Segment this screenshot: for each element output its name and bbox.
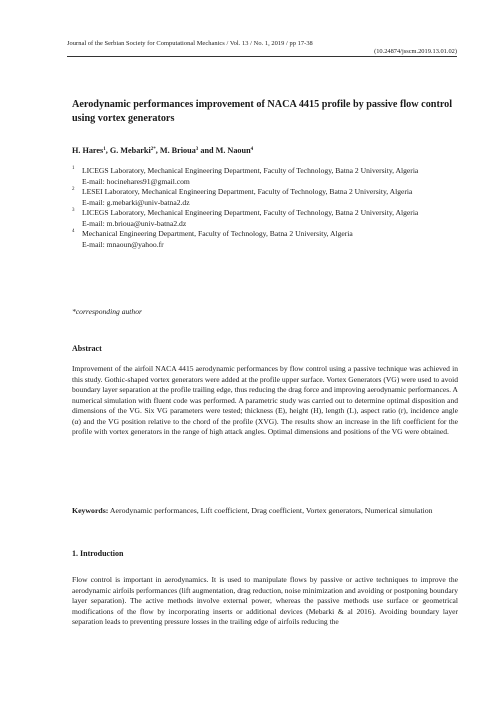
affiliation (72, 166, 467, 187)
paper-title: Aerodynamic performances improvement of NACA 4415 profile by passive flow control using vortex generators (72, 99, 453, 124)
author-affiliation-mark: 2* (150, 147, 156, 152)
affiliation-number: 3 (72, 208, 75, 213)
author-affiliation-mark: 4 (250, 147, 254, 152)
affiliation (72, 229, 467, 250)
affiliation-text: LESEI Laboratory, Mechanical Engineering Department, Faculty of Technology, Batna 2 University, Algeria (82, 187, 413, 196)
author-name: M. Brioua (159, 146, 196, 155)
abstract-heading: Abstract (72, 344, 102, 353)
affiliation-email: E-mail: mnaoun@yahoo.fr (82, 239, 164, 249)
affiliation-number: 4 (72, 229, 75, 234)
affiliation-email: E-mail: g.mebarki@univ-batna2.dz (82, 197, 190, 207)
keywords-text: Aerodynamic performances, Lift coefficient, Drag coefficient, Vortex generators, Numerical simulation (109, 506, 433, 515)
affiliation (72, 208, 467, 229)
author-separator: , (105, 146, 110, 155)
affiliation-email: E-mail: hocinehares91@gmail.com (82, 176, 190, 186)
author-list (72, 146, 253, 155)
author-name: G. Mebarki (109, 146, 151, 155)
section-heading: 1. Introduction (72, 549, 124, 558)
keywords-label: Keywords: (72, 506, 109, 515)
author-separator: , (155, 146, 160, 155)
author-affiliation-mark: 3 (195, 147, 199, 152)
affiliation-text: LICEGS Laboratory, Mechanical Engineering Department, Faculty of Technology, Batna 2 University, Algeria (82, 166, 419, 175)
corresponding-note: *corresponding author (72, 307, 142, 316)
affiliation-text: Mechanical Engineering Department, Faculty of Technology, Batna 2 University, Algeria (82, 229, 353, 238)
author-name: H. Hares (72, 146, 104, 155)
author-separator: and (198, 146, 216, 155)
affiliation-number: 1 (72, 166, 75, 171)
intro-text: Flow control is important in aerodynamics. It is used to manipulate flows by passive or active techniques to improve the aerodynamic airfoils performances (lift augmentation, drag reduction, noise minimization and avoiding or postponing boundary layer separation). The active methods involve external power, whereas the passive methods use surface or geometrical modifications of the flow by incorporating inserts or additional devices (Mebarki & al 2016). Avoiding boundary layer separation leads to preventing pressure losses in the trailing edge of airfoils reducing the (72, 575, 458, 626)
affiliation-list (72, 166, 467, 250)
affiliation-text: LICEGS Laboratory, Mechanical Engineering Department, Faculty of Technology, Batna 2 University, Algeria (82, 208, 419, 217)
affiliation-email: E-mail: m.brioua@univ-batna2.dz (82, 218, 187, 228)
doi: (10.24874/jsscm.2019.13.01.02) (374, 48, 457, 55)
header-rule (67, 56, 457, 57)
journal-header: Journal of the Serbian Society for Computational Mechanics / Vol. 13 / No. 1, 2019 / pp 17-38 (67, 40, 313, 47)
affiliation (72, 187, 467, 208)
author-name: M. Naoun (215, 146, 251, 155)
abstract-text: Improvement of the airfoil NACA 4415 aerodynamic performances by flow control using a passive technique was achieved in this study. Gothic-shaped vortex generators were added at the profile upper surface. Vortex Generators (VG) were used to avoid boundary layer separation at the profile trailing edge, thus reducing the drag force and improving aerodynamic performances. A numerical simulation with fluent code was performed. A parametric study was carried out to determine optimal disposition and dimensions of the VG. Six VG parameters were tested; thickness (E), height (H), length (L), aspect ratio (r), incidence angle (α) and the VG position relative to the chord of the profile (XVG). The results show an increase in the lift coefficient for the profile with vortex generators in the range of high attack angles. Optimal dimensions and positions of the VG were obtained. (72, 364, 458, 436)
author-affiliation-mark: 1 (103, 147, 106, 152)
affiliation-number: 2 (72, 187, 75, 192)
keywords (72, 506, 458, 517)
